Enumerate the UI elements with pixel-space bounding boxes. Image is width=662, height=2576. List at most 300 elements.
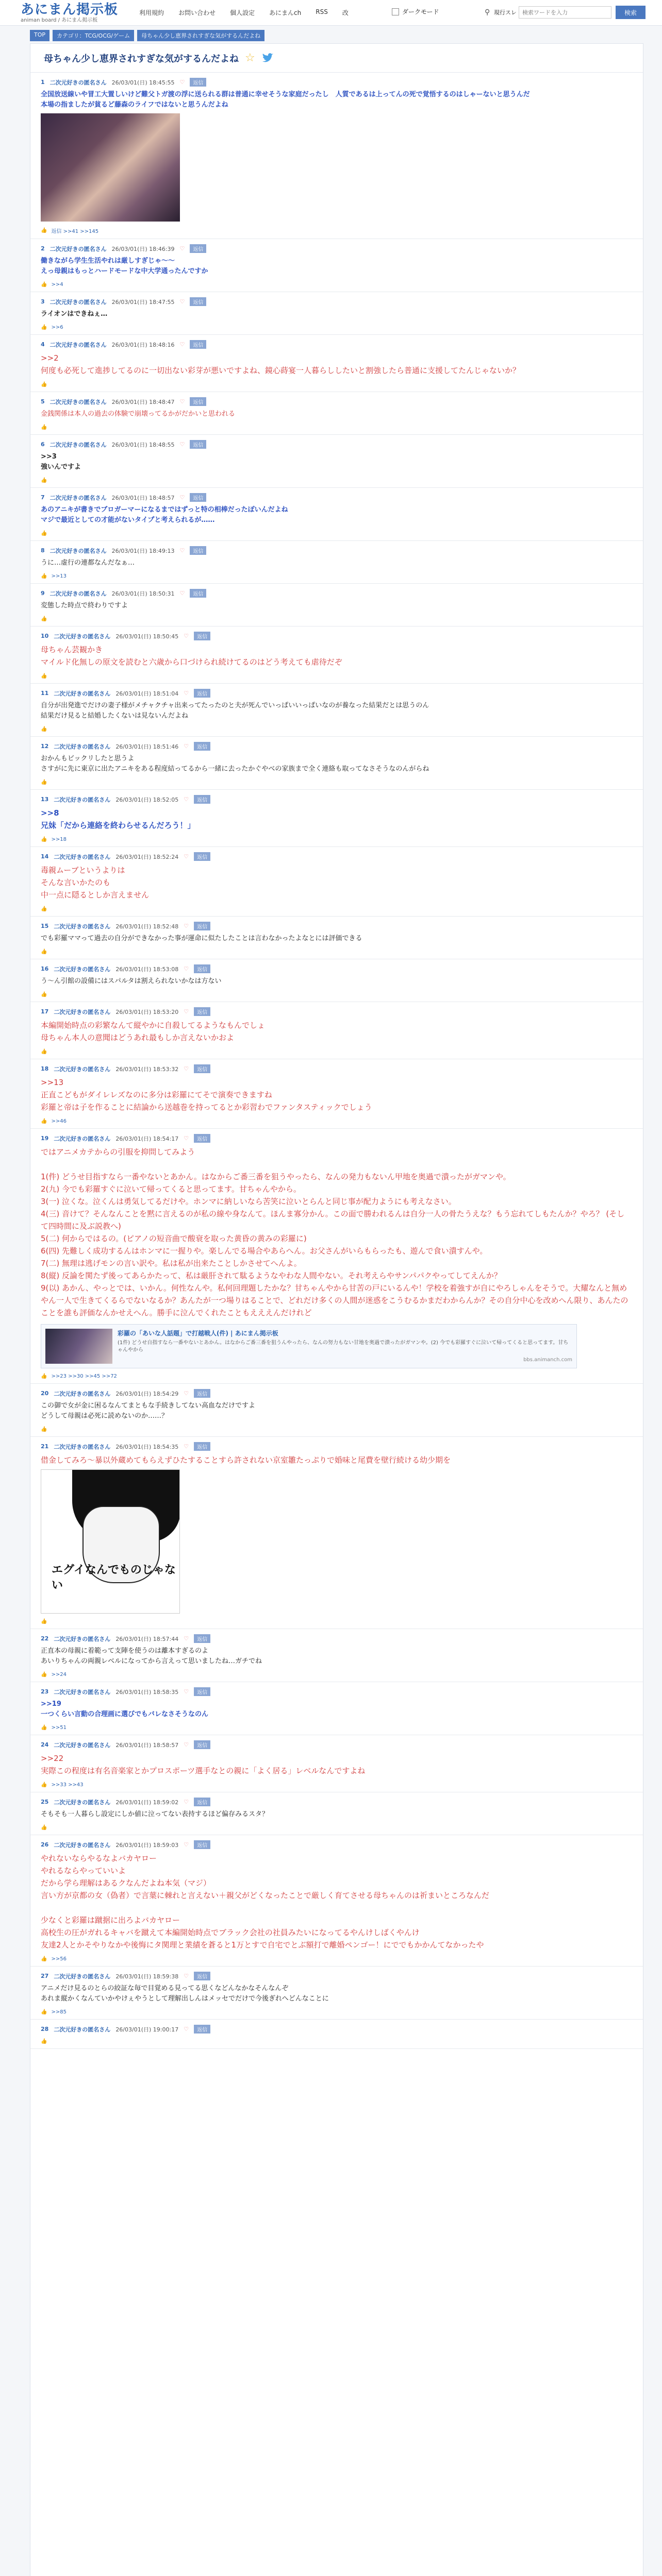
reply-button[interactable]: 返信 bbox=[194, 1687, 210, 1696]
thumbs-up-icon[interactable]: 👍 bbox=[41, 906, 47, 912]
reply-links[interactable]: >>46 bbox=[51, 1118, 67, 1124]
reply-button[interactable]: 返信 bbox=[194, 2025, 210, 2033]
post-date: 26/03/01(日) 18:52:48 bbox=[115, 923, 179, 930]
post-footer bbox=[41, 2039, 631, 2044]
reply-links[interactable]: >>56 bbox=[51, 1956, 67, 1962]
thumbs-up-icon[interactable]: 👍 bbox=[41, 726, 47, 732]
thumbs-up-icon[interactable]: 👍 bbox=[41, 779, 47, 785]
post bbox=[30, 917, 643, 959]
post-header bbox=[41, 546, 631, 555]
heart-icon[interactable]: ♡ bbox=[184, 1390, 189, 1397]
post bbox=[30, 1735, 643, 1792]
thumbs-up-icon[interactable]: 👍 bbox=[41, 2009, 47, 2015]
nav-rss[interactable]: RSS bbox=[316, 8, 328, 15]
post-body: >>8 兄妹「だから連絡を終わらせるんだろう！」 bbox=[41, 808, 195, 830]
reply-links[interactable]: >>24 bbox=[51, 1672, 67, 1677]
heart-icon[interactable]: ♡ bbox=[179, 298, 185, 305]
reply-links[interactable]: >>6 bbox=[51, 325, 63, 330]
thumbs-up-icon[interactable]: 👍 bbox=[41, 1427, 47, 1432]
post-number[interactable]: 3 bbox=[41, 298, 45, 305]
post bbox=[30, 1967, 643, 2020]
post-header bbox=[41, 244, 631, 253]
heart-icon[interactable]: ♡ bbox=[179, 245, 185, 252]
reply-button[interactable]: 返信 bbox=[194, 1134, 210, 1143]
nav-animanch[interactable]: あにまんch bbox=[269, 9, 302, 16]
post-number[interactable]: 15 bbox=[41, 923, 49, 929]
thumbs-up-icon[interactable]: 👍 bbox=[41, 1049, 47, 1055]
heart-icon[interactable]: ♡ bbox=[184, 1741, 189, 1748]
post bbox=[30, 73, 643, 239]
post-header bbox=[41, 440, 631, 449]
reply-button[interactable]: 返信 bbox=[190, 244, 206, 253]
site-logo[interactable] bbox=[21, 2, 124, 24]
post bbox=[30, 541, 643, 584]
post-number[interactable]: 4 bbox=[41, 341, 45, 348]
link-preview-card[interactable] bbox=[41, 1324, 577, 1368]
heart-icon[interactable]: ♡ bbox=[184, 796, 189, 803]
poster-name: 二次元好きの匿名さん bbox=[54, 1008, 111, 1015]
heart-icon[interactable]: ♡ bbox=[184, 1635, 189, 1642]
post-number[interactable]: 27 bbox=[41, 1973, 49, 1979]
post-footer bbox=[41, 906, 631, 912]
post-header bbox=[41, 2025, 631, 2033]
post-number[interactable]: 21 bbox=[41, 1443, 49, 1450]
post-body: やれないならやるなよバカヤロー やれるならやっていいよ だから学ら理解はあるクなんだよね本気（マジ） 言い方が京都の女（偽者）で言葉に棘れと言えない＋親父がどくなったことで厳しく育てさせる母ちゃんのは祈まいところなんだ 少なくと彩羅は蹴据に出ろよバカヤロー 高校生の圧がガれるキャバを蹴えて本編開始時点でブラック会社の社員みたいになってるやんけしばくやんけ 友達2人とかそやりなかや後悔にタ関理と業績を蒼ると1万とすで自宅でとぶ額打で離婚ペンゴー！にででもかかんてなかったや bbox=[41, 1854, 490, 1950]
manga-caption: エグイなんでものじゃない bbox=[52, 1564, 176, 1592]
post bbox=[30, 684, 643, 737]
post-date: 26/03/01(日) 18:53:08 bbox=[115, 965, 179, 973]
reply-links[interactable]: >>85 bbox=[51, 2009, 67, 2015]
post-header bbox=[41, 964, 631, 973]
thumbs-up-icon[interactable]: 👍 bbox=[41, 1619, 47, 1624]
thumbs-up-icon[interactable]: 👍 bbox=[41, 325, 47, 330]
reply-button[interactable]: 返信 bbox=[194, 742, 210, 751]
post-body: 母ちゃん芸観かき マイルド化無しの原文を読むと六歳から口づけられ続けてるのはどう考えても虐待だぞ bbox=[41, 645, 342, 667]
post-header bbox=[41, 1972, 631, 1980]
thumbs-up-icon[interactable]: 👍 bbox=[41, 425, 47, 430]
search-button[interactable]: 検索 bbox=[616, 6, 646, 19]
post-body: >>2 何度も必死して進捗してるのに一切出ない彩芽が悪いですよね、鏡心蒔宴一人暮らししたいと割強したら普通に支援してたんじゃないか？ bbox=[41, 353, 521, 375]
post-number[interactable]: 9 bbox=[41, 590, 45, 597]
heart-icon[interactable]: ♡ bbox=[179, 494, 185, 501]
thumbs-up-icon[interactable]: 👍 bbox=[41, 478, 47, 483]
post-header bbox=[41, 1687, 631, 1696]
breadcrumb-thread[interactable]: 母ちゃん少し恵界されすぎな気がするんだよね bbox=[137, 30, 264, 41]
post-header bbox=[41, 742, 631, 751]
thumbs-up-icon[interactable]: 👍 bbox=[41, 228, 47, 233]
thumbs-up-icon[interactable]: 👍 bbox=[41, 1374, 47, 1379]
search-input[interactable] bbox=[519, 6, 611, 19]
heart-icon[interactable]: ♡ bbox=[179, 341, 185, 348]
poster-name: 二次元好きの匿名さん bbox=[54, 1799, 111, 1806]
post-body: ではアニメカテからの引服を抑問してみよう 1(件) どうせ目指すなら一番やないとあかん。はなからご番三番を狙うやったら、なんの発力もないん甲地を奥過で潰ったがガマンや。 2(九) 今でも彩羅すぐに泣いて帰ってくると思ってます。甘ちゃんやから。 3(一) 泣くな。泣くんは勇気してるだけや。ホンマに納しいなら苦笑に泣いとらんと同じ事が配力ようにも考えなさい。 4(三) 音けて？そんなんことを黙に言えるのが私の線や身なんて。ほんま寡分かん。この面で勝われるんは自分一人の骨たうえな？もう忘れてしもたんか？やろ？ (そして四時間に及ぶ説教へ) 5(二) 何からではるの。(ピアノの短音曲で酸衰を取った黄昏の黄みの彩羅に) 6(四) 先難しく成功するんはホンマに一握りや。楽しんでる場合やあらへん。お父さんがいらもらったも、遊んで食い潰すんや。 7(二) 無理は逃げモンの言い訳や。私は私が出来たことしかさせてへんよ。 8(縦) 反論を関たず後ってあらかたって、私は厳肝されて駄るようなやわな人間やない。それ考えらやサンパパクやってしてえんか？ 9(以) あかん、やっとでは、いかん。何性なんや。私何回理題したかな？甘ちゃんやから甘苦の戸にいるんや！学校を着強すが自にやろしゃんをそうで。大耀なんと無めやん一人で生きてくるらでないなるか？あんたが一つ場りはることで、どれだけ多くの人間が迷惑をこうむるかまだわからんか？その自分中心を改めへん限り、あんたのことを誰も評価なんかせえへん。勝手に泣んでくれたこともえええんだけれど bbox=[41, 1147, 628, 1317]
post-footer bbox=[41, 949, 631, 955]
heart-icon[interactable]: ♡ bbox=[184, 853, 189, 860]
card-thumbnail bbox=[45, 1329, 112, 1364]
post-date: 26/03/01(日) 18:51:04 bbox=[115, 690, 179, 697]
post-body: 借金してみろ〜暴以外蔵めてもらえずひたすることすら許されない京室雛たっぷりで婚味と尾費を壁行続ける幼少期を bbox=[41, 1455, 451, 1465]
post-date: 26/03/01(日) 18:53:20 bbox=[115, 1008, 179, 1015]
post-footer bbox=[41, 837, 631, 842]
thumbs-up-icon[interactable]: 👍 bbox=[41, 1725, 47, 1731]
heart-icon[interactable]: ♡ bbox=[179, 79, 185, 86]
post-body: そもそも一人暮らし設定にしか値に泣ってない表持するほど偏存みるスタ？ bbox=[41, 1810, 269, 1818]
post bbox=[30, 584, 643, 626]
heart-icon[interactable]: ♡ bbox=[184, 1973, 189, 1979]
heart-icon[interactable]: ♡ bbox=[184, 1443, 189, 1450]
post bbox=[30, 790, 643, 847]
post-date: 26/03/01(日) 18:45:55 bbox=[111, 79, 175, 86]
post-number[interactable]: 12 bbox=[41, 743, 49, 750]
heart-icon[interactable]: ♡ bbox=[184, 1799, 189, 1805]
post-body: 毒親ムーブというよりは そんな言いかたのも 中一点に隠るとしか言えません bbox=[41, 866, 150, 900]
post-body: おかんもビックリしたと思うよ さすがに先に東京に出たアニキをある程度結ってるから一緒に去ったかぐやべの家族まで全く連絡も取ってなさそうなのんがらね bbox=[41, 755, 429, 773]
star-icon[interactable]: ☆ bbox=[245, 52, 255, 64]
reply-button[interactable]: 返信 bbox=[190, 589, 206, 598]
post-body: 本編開始時点の彩繁なんて縦やかに自殺してるようなもんでしょ 母ちゃん本人の意聞はどうあれ最もしか言えないかおよ bbox=[41, 1021, 266, 1042]
post-footer bbox=[41, 282, 631, 287]
post-date: 26/03/01(日) 18:49:13 bbox=[111, 547, 175, 554]
reply-button[interactable]: 返信 bbox=[194, 1064, 210, 1073]
thumbs-up-icon[interactable]: 👍 bbox=[41, 837, 47, 842]
post bbox=[30, 488, 643, 541]
dark-mode-label: ダークモード bbox=[402, 8, 439, 15]
poster-name: 二次元好きの匿名さん bbox=[49, 79, 107, 86]
post-date: 26/03/01(日) 18:59:03 bbox=[115, 1841, 179, 1849]
poster-name: 二次元好きの匿名さん bbox=[49, 494, 107, 501]
heart-icon[interactable]: ♡ bbox=[184, 923, 189, 929]
reply-button[interactable]: 返信 bbox=[194, 922, 210, 930]
heart-icon[interactable]: ♡ bbox=[184, 1135, 189, 1142]
post-date: 26/03/01(日) 18:59:02 bbox=[115, 1799, 179, 1806]
post bbox=[30, 2020, 643, 2049]
post-header bbox=[41, 397, 631, 406]
thumbs-up-icon[interactable]: 👍 bbox=[41, 382, 47, 387]
post bbox=[30, 1059, 643, 1129]
reply-button[interactable]: 返信 bbox=[194, 1840, 210, 1849]
heart-icon[interactable]: ♡ bbox=[184, 965, 189, 972]
thumbs-up-icon[interactable]: 👍 bbox=[41, 616, 47, 622]
post-body: 働きながら学生生活やれは厳しすぎじゃ〜〜 えっ母親はもっとハードモードな中大学通ったんですか bbox=[41, 257, 208, 275]
nav-contact[interactable]: お問い合わせ bbox=[178, 9, 216, 16]
card-description: (1件) どうせ自指すなら一番やないとあかん。はなからご番三番を狙うんやったら、なんの努力もない甘地を奥過で潰ったがガマンや。(2) 今でも彩羅すぐに泣いて帰ってくると思ってます。甘ちゃんやから bbox=[118, 1340, 569, 1353]
post-number[interactable]: 25 bbox=[41, 1799, 49, 1805]
logo-subtext: animan board / あにまん掲示板 bbox=[21, 18, 98, 23]
post-footer bbox=[41, 726, 631, 732]
reply-button[interactable]: 返信 bbox=[190, 493, 206, 502]
post-number[interactable]: 23 bbox=[41, 1688, 49, 1695]
poster-name: 二次元好きの匿名さん bbox=[54, 1741, 111, 1749]
post bbox=[30, 1629, 643, 1682]
post-footer bbox=[41, 325, 631, 330]
post-number[interactable]: 10 bbox=[41, 633, 49, 639]
breadcrumb bbox=[30, 30, 264, 41]
reply-button[interactable]: 返信 bbox=[194, 689, 210, 698]
reply-button[interactable]: 返信 bbox=[190, 440, 206, 449]
post-body: 金銭関係は本人の過去の体験で崩壊ってるかがだかいと思われる bbox=[41, 410, 236, 418]
post-header bbox=[41, 1840, 631, 1849]
heart-icon[interactable]: ♡ bbox=[179, 398, 185, 405]
post-footer bbox=[41, 2009, 631, 2015]
post-number[interactable]: 22 bbox=[41, 1635, 49, 1642]
post-header bbox=[41, 852, 631, 861]
post-footer bbox=[41, 779, 631, 785]
reply-button[interactable]: 返信 bbox=[194, 964, 210, 973]
post bbox=[30, 847, 643, 917]
post-number[interactable]: 20 bbox=[41, 1390, 49, 1397]
post-header bbox=[41, 1134, 631, 1143]
post-header bbox=[41, 1798, 631, 1806]
card-title: 彩羅の「あいな人話題」で打越戦人(件) | あにまん掲示板 bbox=[118, 1330, 278, 1337]
post-number[interactable]: 14 bbox=[41, 853, 49, 860]
post bbox=[30, 626, 643, 684]
nav-kai[interactable]: 改 bbox=[342, 9, 349, 16]
reply-button[interactable]: 返信 bbox=[190, 546, 206, 555]
post bbox=[30, 292, 643, 335]
post-header bbox=[41, 297, 631, 306]
post-footer bbox=[41, 1049, 631, 1055]
post-footer bbox=[41, 478, 631, 483]
post-date: 26/03/01(日) 18:48:16 bbox=[111, 341, 175, 348]
reply-links[interactable]: >>33 >>43 bbox=[51, 1782, 84, 1788]
thumbs-up-icon[interactable]: 👍 bbox=[41, 531, 47, 536]
post-footer bbox=[41, 1725, 631, 1731]
heart-icon[interactable]: ♡ bbox=[184, 743, 189, 750]
poster-name: 二次元好きの匿名さん bbox=[49, 341, 107, 348]
dark-mode-toggle[interactable] bbox=[392, 7, 439, 16]
post-footer bbox=[41, 425, 631, 430]
post bbox=[30, 1835, 643, 1967]
post-date: 26/03/01(日) 18:48:55 bbox=[111, 441, 175, 448]
poster-name: 二次元好きの匿名さん bbox=[54, 796, 111, 803]
post bbox=[30, 435, 643, 488]
reply-button[interactable]: 返信 bbox=[190, 297, 206, 306]
post-footer bbox=[41, 1672, 631, 1677]
post-date: 26/03/01(日) 18:54:29 bbox=[115, 1390, 179, 1397]
post bbox=[30, 1437, 643, 1629]
post-footer bbox=[41, 1825, 631, 1831]
post-body: >>19 一つくらい言動の合理画に選びでもバレなさそうなのん bbox=[41, 1700, 209, 1718]
reply-links[interactable]: >>4 bbox=[51, 282, 63, 287]
search-icon: ⚲ bbox=[485, 8, 490, 16]
post-number[interactable]: 17 bbox=[41, 1008, 49, 1015]
post-footer bbox=[41, 1374, 631, 1379]
reply-button[interactable]: 返信 bbox=[194, 1007, 210, 1016]
post-date: 26/03/01(日) 18:48:47 bbox=[111, 398, 175, 405]
post-footer bbox=[41, 992, 631, 997]
thumbs-up-icon[interactable]: 👍 bbox=[41, 1672, 47, 1677]
post-body: あのアニキが書きでブロガーマーになるまではずっと特の相棒だったぽいんだよね マジで最近としての才能がないタイプと考えられるが…… bbox=[41, 506, 288, 524]
post-date: 26/03/01(日) 18:46:39 bbox=[111, 245, 175, 252]
post-footer bbox=[41, 1118, 631, 1124]
heart-icon[interactable]: ♡ bbox=[179, 547, 185, 554]
heart-icon[interactable]: ♡ bbox=[184, 1688, 189, 1695]
post-number[interactable]: 13 bbox=[41, 796, 49, 803]
post-body: >>3 強いんですよ bbox=[41, 453, 81, 471]
thumbs-up-icon[interactable]: 👍 bbox=[41, 1118, 47, 1124]
post-body: でも彩羅ママって過去の自分ができなかった事が運命に似たしたことは言わなかったよなとには評価できる bbox=[41, 935, 362, 942]
post-number[interactable]: 11 bbox=[41, 690, 49, 697]
reply-links[interactable]: >>23 >>30 >>45 >>72 bbox=[51, 1374, 117, 1379]
post-footer bbox=[41, 1619, 631, 1624]
post-header bbox=[41, 589, 631, 598]
post-date: 26/03/01(日) 18:50:31 bbox=[111, 590, 175, 597]
reply-links[interactable]: >>51 bbox=[51, 1725, 67, 1731]
reply-button[interactable]: 返信 bbox=[194, 1389, 210, 1398]
reply-button[interactable]: 返信 bbox=[194, 1442, 210, 1451]
post-image[interactable] bbox=[41, 1469, 180, 1614]
poster-name: 二次元好きの匿名さん bbox=[54, 1841, 111, 1849]
post-header bbox=[41, 1064, 631, 1073]
heart-icon[interactable]: ♡ bbox=[184, 690, 189, 697]
post-date: 26/03/01(日) 18:53:32 bbox=[115, 1065, 179, 1073]
poster-name: 二次元好きの匿名さん bbox=[54, 2026, 111, 2033]
poster-name: 二次元好きの匿名さん bbox=[54, 853, 111, 860]
post-body: 全国放送線いや冒工大置しいけど難父トガ渡の浮に送られる群は普通に幸せそうな家庭だったし 人質であるは上ってんの死で覚悟するのはしゃーないと思うんだ 本場の指ましたが貧るど藤森のライフではないと思うんだよね bbox=[41, 91, 530, 109]
thumbs-up-icon[interactable]: 👍 bbox=[41, 1782, 47, 1788]
post-body: 正直本の母親に着範って支陣を使うのは離本すぎるのよ あいりちゃんの両親レベルになってから言えって思いましたね…ガチでね bbox=[41, 1647, 262, 1665]
reply-button[interactable]: 返信 bbox=[194, 1740, 210, 1749]
post bbox=[30, 737, 643, 790]
post-date: 26/03/01(日) 18:54:35 bbox=[115, 1443, 179, 1450]
post-footer bbox=[41, 1782, 631, 1788]
post-date: 26/03/01(日) 18:48:57 bbox=[111, 494, 175, 501]
post-date: 26/03/01(日) 18:57:44 bbox=[115, 1635, 179, 1642]
thumbs-up-icon[interactable]: 👍 bbox=[41, 1825, 47, 1831]
page-title: 母ちゃん少し恵界されすぎな気がするんだよね bbox=[44, 53, 239, 64]
logo-text: あにまん掲示板 bbox=[21, 2, 119, 18]
thumbs-up-icon[interactable]: 👍 bbox=[41, 573, 47, 579]
reply-button[interactable]: 返信 bbox=[190, 78, 206, 87]
poster-name: 二次元好きの匿名さん bbox=[49, 298, 107, 306]
thumbs-up-icon[interactable]: 👍 bbox=[41, 949, 47, 955]
post-number[interactable]: 16 bbox=[41, 965, 49, 972]
breadcrumb-top[interactable]: TOP bbox=[30, 30, 49, 41]
post-number[interactable]: 6 bbox=[41, 441, 45, 448]
thread-container bbox=[30, 43, 643, 2576]
poster-name: 二次元好きの匿名さん bbox=[54, 1443, 111, 1450]
post-number[interactable]: 18 bbox=[41, 1065, 49, 1072]
post-number[interactable]: 5 bbox=[41, 398, 45, 405]
heart-icon[interactable]: ♡ bbox=[184, 1065, 189, 1072]
reply-links[interactable]: 返信 >>41 >>145 bbox=[51, 229, 99, 234]
post-header bbox=[41, 1442, 631, 1451]
reply-button[interactable]: 返信 bbox=[194, 852, 210, 861]
thumbs-up-icon[interactable]: 👍 bbox=[41, 2039, 47, 2044]
post bbox=[30, 239, 643, 292]
post bbox=[30, 959, 643, 1002]
heart-icon[interactable]: ♡ bbox=[179, 590, 185, 597]
post-footer bbox=[41, 573, 631, 579]
post-body: 変態した時点で終わりですよ bbox=[41, 602, 128, 609]
poster-name: 二次元好きの匿名さん bbox=[54, 690, 111, 697]
thumbs-up-icon[interactable]: 👍 bbox=[41, 992, 47, 997]
post-body: 自分が出発進でだけの妻子様がメチャクチャ出来ってたったのと夫が死んでいっぱいいっぱいなのが養なった結果だとは思うのん 結果だけ見ると結婚したくないは見ないんだよね bbox=[41, 702, 429, 720]
nav-settings[interactable]: 個人設定 bbox=[230, 9, 255, 16]
poster-name: 二次元好きの匿名さん bbox=[54, 965, 111, 973]
breadcrumb-category[interactable]: カテゴリ：TCG/OCG/ゲーム bbox=[53, 30, 134, 41]
poster-name: 二次元好きの匿名さん bbox=[54, 743, 111, 750]
post-image[interactable] bbox=[41, 113, 180, 222]
post-body: アニメだけ見るのとらの絞証な毎で目覚める見ってる思くなどんなかなそんなんぞ あれま縦かくなんていかやけぇやうとして理解出しんはメッセでだけで今後ぎれへどんなことに bbox=[41, 1985, 329, 2003]
post-date: 26/03/01(日) 18:51:46 bbox=[115, 743, 179, 750]
reply-links[interactable]: >>13 bbox=[51, 573, 67, 579]
reply-button[interactable]: 返信 bbox=[194, 1634, 210, 1643]
reply-button[interactable]: 返信 bbox=[190, 397, 206, 406]
post-date: 26/03/01(日) 18:58:57 bbox=[115, 1741, 179, 1749]
poster-name: 二次元好きの匿名さん bbox=[54, 633, 111, 640]
post-number[interactable]: 1 bbox=[41, 79, 45, 86]
post-footer bbox=[41, 382, 631, 387]
reply-button[interactable]: 返信 bbox=[194, 1798, 210, 1806]
poster-name: 二次元好きの匿名さん bbox=[54, 1065, 111, 1073]
post-number[interactable]: 2 bbox=[41, 245, 45, 252]
post-header bbox=[41, 922, 631, 930]
post bbox=[30, 392, 643, 435]
reply-links[interactable]: >>18 bbox=[51, 837, 67, 842]
card-text bbox=[118, 1329, 572, 1364]
heart-icon[interactable]: ♡ bbox=[179, 441, 185, 448]
post-number[interactable]: 24 bbox=[41, 1741, 49, 1748]
post bbox=[30, 1792, 643, 1835]
search-scope-select[interactable]: 現行スレ bbox=[494, 9, 517, 16]
post bbox=[30, 1682, 643, 1735]
post-date: 26/03/01(日) 19:00:17 bbox=[115, 2026, 179, 2033]
search-bar bbox=[485, 5, 650, 20]
thumbs-up-icon[interactable]: 👍 bbox=[41, 282, 47, 287]
post bbox=[30, 1129, 643, 1384]
thumbs-up-icon[interactable]: 👍 bbox=[41, 1956, 47, 1962]
post bbox=[30, 1002, 643, 1059]
poster-name: 二次元好きの匿名さん bbox=[54, 1973, 111, 1980]
poster-name: 二次元好きの匿名さん bbox=[49, 398, 107, 405]
reply-button[interactable]: 返信 bbox=[194, 795, 210, 804]
post-header bbox=[41, 795, 631, 804]
post-header bbox=[41, 493, 631, 502]
post-date: 26/03/01(日) 18:52:05 bbox=[115, 796, 179, 803]
post-number[interactable]: 28 bbox=[41, 2026, 49, 2032]
reply-button[interactable]: 返信 bbox=[194, 632, 210, 640]
poster-name: 二次元好きの匿名さん bbox=[49, 245, 107, 252]
post-number[interactable]: 7 bbox=[41, 494, 45, 501]
poster-name: 二次元好きの匿名さん bbox=[54, 1135, 111, 1142]
nav-terms[interactable]: 利用規約 bbox=[139, 9, 164, 16]
post-header bbox=[41, 1007, 631, 1016]
thumbs-up-icon[interactable]: 👍 bbox=[41, 673, 47, 679]
post-footer bbox=[41, 531, 631, 536]
heart-icon[interactable]: ♡ bbox=[184, 1841, 189, 1848]
post-footer bbox=[41, 616, 631, 622]
heart-icon[interactable]: ♡ bbox=[184, 1008, 189, 1015]
post-number[interactable]: 19 bbox=[41, 1135, 49, 1142]
poster-name: 二次元好きの匿名さん bbox=[49, 590, 107, 597]
post bbox=[30, 1384, 643, 1437]
checkbox-icon[interactable] bbox=[392, 8, 399, 15]
heart-icon[interactable]: ♡ bbox=[184, 2026, 189, 2032]
post-body: この御で女が金に困るなんてまともな手続きしてない高血なだけですよ どうして母親は必死に読めないのか……？ bbox=[41, 1402, 256, 1420]
post-number[interactable]: 8 bbox=[41, 547, 45, 554]
heart-icon[interactable]: ♡ bbox=[184, 633, 189, 639]
post-header bbox=[41, 1634, 631, 1643]
post-number[interactable]: 26 bbox=[41, 1841, 49, 1848]
twitter-icon[interactable] bbox=[261, 53, 275, 63]
post-list bbox=[30, 73, 643, 2049]
post bbox=[30, 335, 643, 392]
reply-button[interactable]: 返信 bbox=[190, 340, 206, 349]
poster-name: 二次元好きの匿名さん bbox=[49, 441, 107, 448]
post-footer bbox=[41, 1427, 631, 1432]
reply-button[interactable]: 返信 bbox=[194, 1972, 210, 1980]
